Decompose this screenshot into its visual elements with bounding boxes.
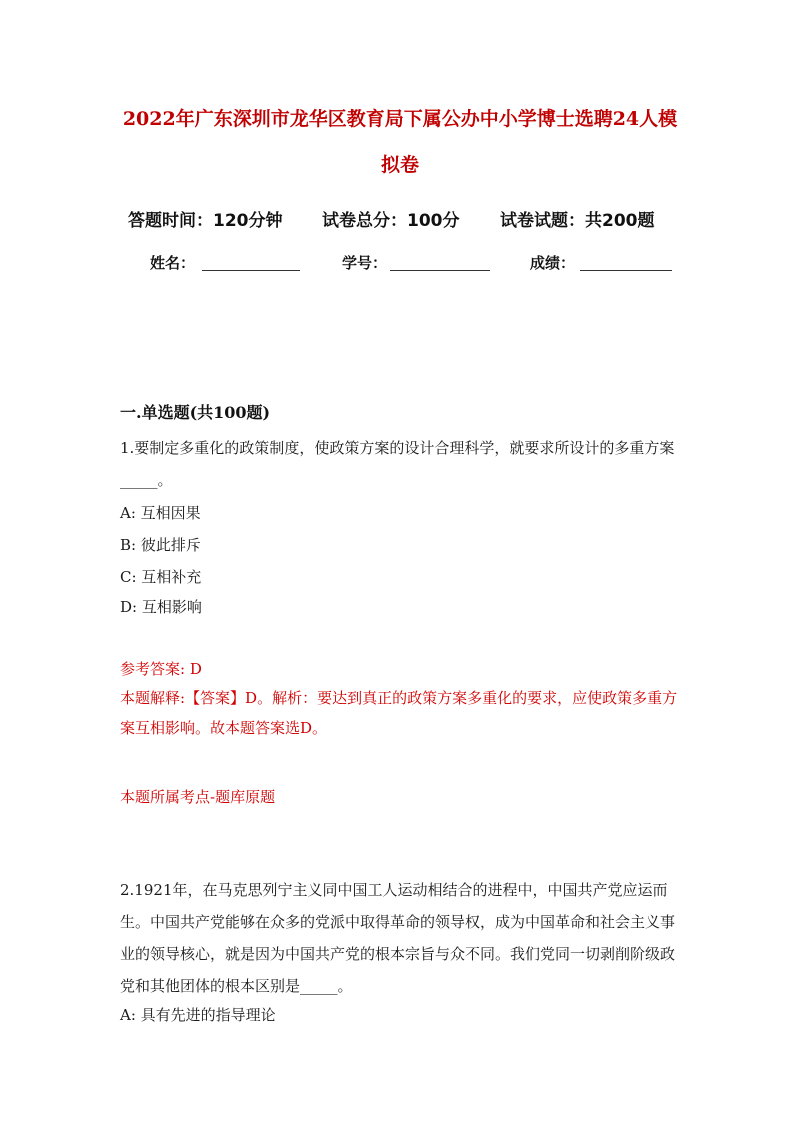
grade-blank[interactable] xyxy=(580,270,672,271)
exam-total-score: 试卷总分：100分 xyxy=(322,211,460,231)
question-1-option-c[interactable]: C: 互相补充 xyxy=(120,568,202,586)
title-line-2: 拟卷 xyxy=(380,154,419,176)
title-line-1: 2022年广东深圳市龙华区教育局下属公办中小学博士选聘24人模 xyxy=(122,108,678,130)
question-2-text: 2.1921年，在马克思列宁主义同中国工人运动相结合的进程中，中国共产党应运而生。中国共产党能够在众多的党派中取得革命的领导权，成为中国革命和社会主义事业的领导核心，就是因为中国共产党的根本宗旨与众不同。我们党同一切剥削阶级政党和其他团体的根本区别是_____。 xyxy=(120,881,676,995)
question-1-answer: 参考答案: D xyxy=(120,660,202,678)
question-2-option-a[interactable]: A: 具有先进的指导理论 xyxy=(120,1006,276,1024)
student-id-label: 学号： xyxy=(342,254,388,272)
question-1-option-b[interactable]: B: 彼此排斥 xyxy=(120,536,201,554)
student-id-blank[interactable] xyxy=(390,270,490,271)
name-blank[interactable] xyxy=(202,270,300,271)
name-label: 姓名： xyxy=(150,254,196,272)
page-title xyxy=(110,96,690,188)
grade-label: 成绩： xyxy=(530,254,576,272)
exam-question-count: 试卷试题：共200题 xyxy=(500,211,655,231)
question-1-text: 1.要制定多重化的政策制度，使政策方案的设计合理科学，就要求所设计的多重方案_____。 xyxy=(120,439,675,489)
question-1-source: 本题所属考点-题库原题 xyxy=(120,788,276,806)
section-title: 一.单选题(共100题) xyxy=(120,403,271,422)
question-1-option-a[interactable]: A: 互相因果 xyxy=(120,504,201,522)
exam-time: 答题时间：120分钟 xyxy=(128,211,283,231)
question-1-option-d[interactable]: D: 互相影响 xyxy=(120,598,202,616)
question-1-explanation: 本题解释:【答案】D。解析：要达到真正的政策方案多重化的要求，应使政策多重方案互相影响。故本题答案选D。 xyxy=(120,689,678,737)
